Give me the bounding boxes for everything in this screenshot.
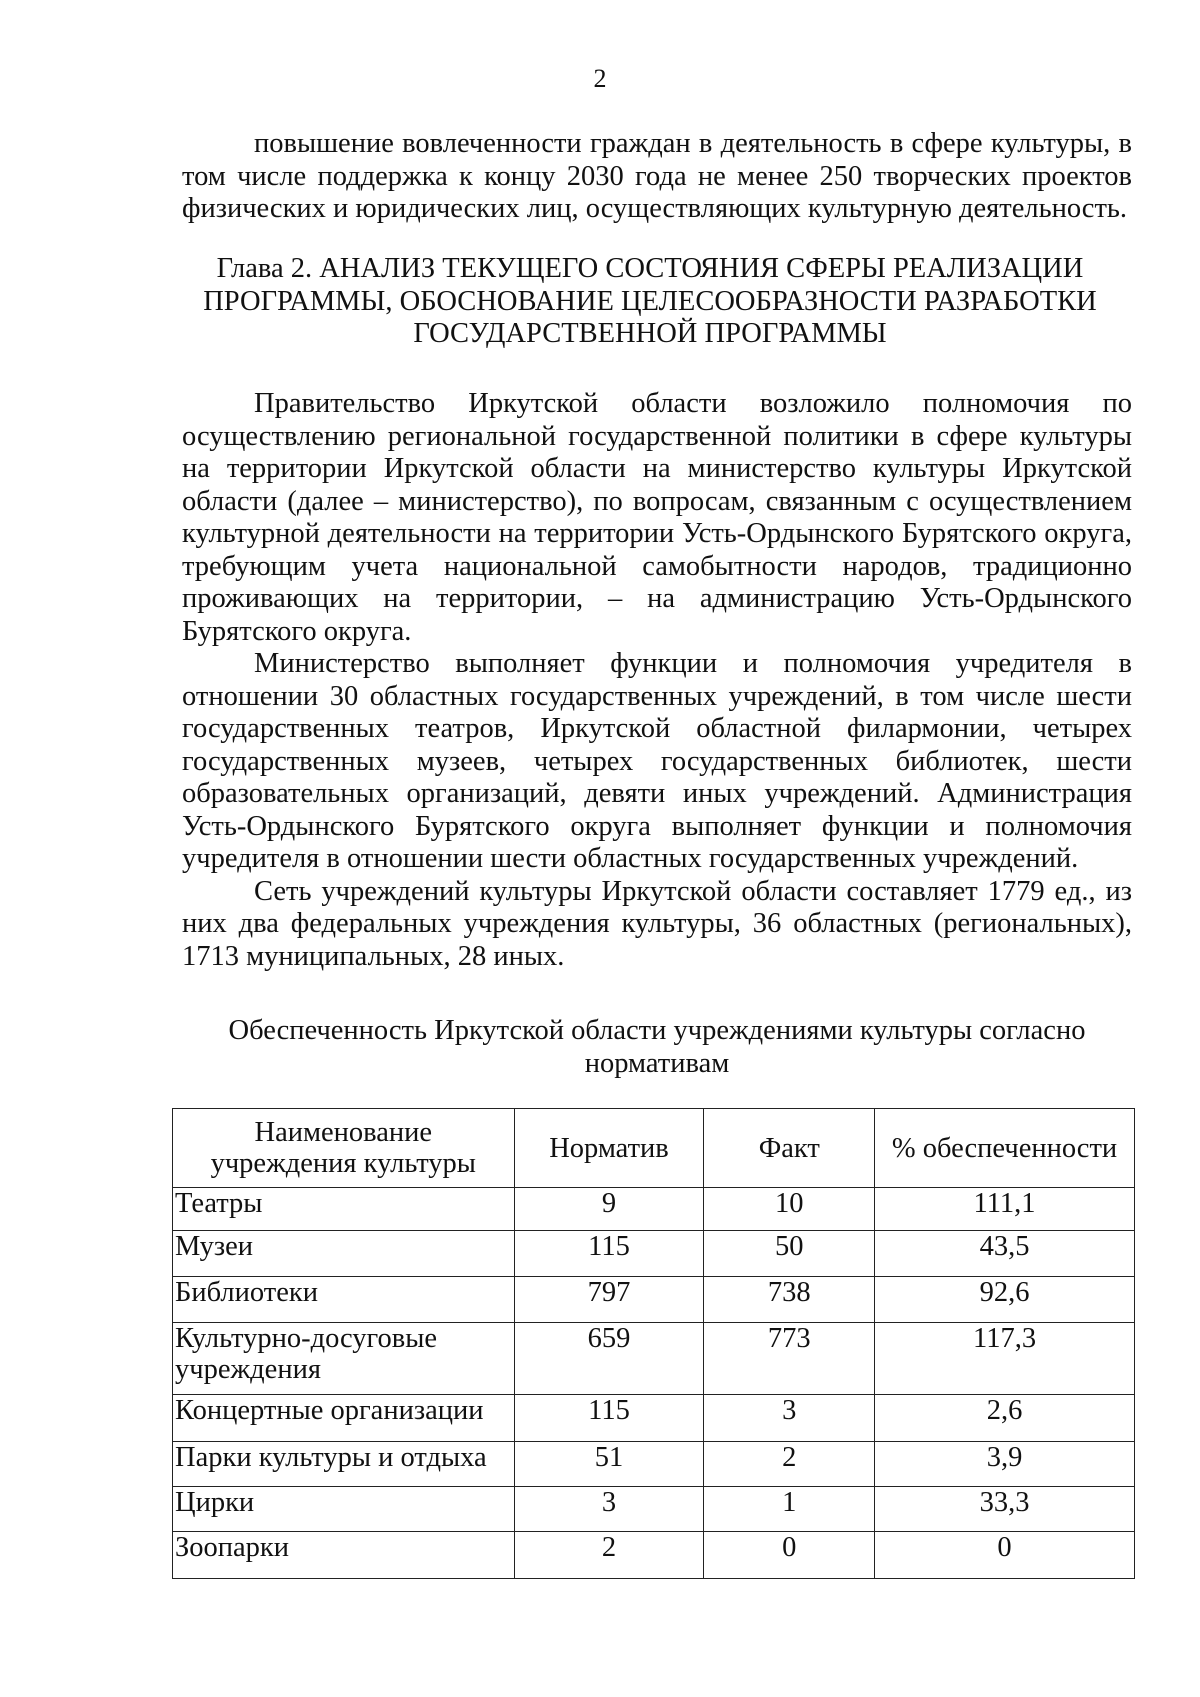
cell-norm: 2 [514, 1532, 704, 1579]
cell-norm: 659 [514, 1323, 704, 1395]
chapter-heading-line-2: ПРОГРАММЫ, ОБОСНОВАНИЕ ЦЕЛЕСООБРАЗНОСТИ РАЗРАБОТКИ [203, 285, 1097, 317]
cell-norm: 51 [514, 1442, 704, 1487]
header-provision-percent: % обеспеченности [875, 1109, 1135, 1188]
table-row [173, 1532, 1135, 1579]
table-caption-line-1: Обеспеченность Иркутской области учреждениями культуры согласно [228, 1015, 1086, 1046]
cell-percent: 117,3 [875, 1323, 1135, 1395]
cell-name: Театры [173, 1188, 515, 1231]
cell-percent: 2,6 [875, 1395, 1135, 1442]
cell-fact: 10 [704, 1188, 875, 1231]
table-row [173, 1277, 1135, 1323]
table-row [173, 1395, 1135, 1442]
cell-name: Концертные организации [173, 1395, 515, 1442]
cell-percent: 33,3 [875, 1487, 1135, 1532]
cell-percent: 111,1 [875, 1188, 1135, 1231]
cell-fact: 2 [704, 1442, 875, 1487]
cell-fact: 738 [704, 1277, 875, 1323]
culture-provision-table [172, 1108, 1135, 1579]
table-row [173, 1231, 1135, 1277]
cell-name: Культурно-досуговые учреждения [173, 1323, 515, 1395]
table-row [173, 1323, 1135, 1395]
chapter-heading-line-3: ГОСУДАРСТВЕННОЙ ПРОГРАММЫ [413, 318, 887, 349]
table-row [173, 1442, 1135, 1487]
intro-paragraph: повышение вовлеченности граждан в деятельность в сфере культуры, в том числе поддержка к концу 2030 года не менее 250 творческих проектов физических и юридических лиц, осуществляющих культурную деятельность. [182, 128, 1132, 224]
cell-name: Музеи [173, 1231, 515, 1277]
paragraph-network: Сеть учреждений культуры Иркутской области составляет 1779 ед., из них два федеральных учреждения культуры, 36 областных (региональных), 1713 муниципальных, 28 иных. [182, 875, 1132, 972]
cell-norm: 115 [514, 1231, 704, 1277]
cell-norm: 797 [514, 1277, 704, 1323]
paragraph-government: Правительство Иркутской области возложило полномочия по осуществлению региональной государственной политики в сфере культуры на территории Иркутской области на министерство культуры Иркутской области (далее – министерство), по вопросам, связанным с осуществлением культурной деятельности на территории Усть-Ордынского Бурятского округа, требующим учета национальной самобытности народов, традиционно проживающих на территории, – на администрацию Усть-Ордынского Бурятского округа. [182, 388, 1132, 647]
cell-name: Парки культуры и отдыха [173, 1442, 515, 1487]
cell-percent: 43,5 [875, 1231, 1135, 1277]
cell-norm: 3 [514, 1487, 704, 1532]
cell-fact: 3 [704, 1395, 875, 1442]
page-number: 2 [593, 64, 607, 93]
cell-norm: 115 [514, 1395, 704, 1442]
cell-fact: 0 [704, 1532, 875, 1579]
header-fact: Факт [704, 1109, 875, 1188]
cell-percent: 0 [875, 1532, 1135, 1579]
header-norm: Норматив [514, 1109, 704, 1188]
cell-percent: 92,6 [875, 1277, 1135, 1323]
cell-fact: 1 [704, 1487, 875, 1532]
cell-fact: 50 [704, 1231, 875, 1277]
table-caption-line-2: нормативам [584, 1047, 730, 1079]
cell-name: Цирки [173, 1487, 515, 1532]
cell-norm: 9 [514, 1188, 704, 1231]
table-row [173, 1188, 1135, 1231]
cell-name: Библиотеки [173, 1277, 515, 1323]
chapter-heading [150, 253, 1150, 351]
table-header-row [173, 1109, 1135, 1188]
paragraph-ministry: Министерство выполняет функции и полномочия учредителя в отношении 30 областных государственных учреждений, в том числе шести государственных театров, Иркутской областной филармонии, четырех государственных музеев, четырех государственных библиотек, шести образовательных организаций, девяти иных учреждений. Администрация Усть-Ордынского Бурятского округа выполняет функции и полномочия учредителя в отношении шести областных государственных учреждений. [182, 648, 1132, 874]
header-institution-name: Наименование учреждения культуры [173, 1109, 515, 1188]
chapter-heading-line-1: Глава 2. АНАЛИЗ ТЕКУЩЕГО СОСТОЯНИЯ СФЕРЫ РЕАЛИЗАЦИИ [216, 253, 1084, 284]
table-caption [182, 1015, 1132, 1080]
cell-percent: 3,9 [875, 1442, 1135, 1487]
cell-fact: 773 [704, 1323, 875, 1395]
body-text [182, 388, 1132, 973]
cell-name: Зоопарки [173, 1532, 515, 1579]
table-row [173, 1487, 1135, 1532]
